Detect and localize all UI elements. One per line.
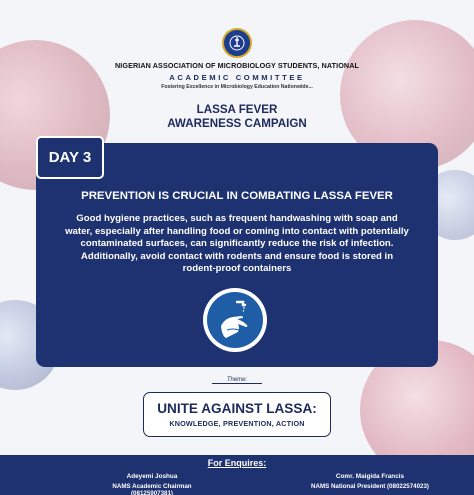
contact-name: Adeyemi Joshua: [126, 473, 178, 480]
contact-chairman: [92, 473, 212, 495]
theme-box: [143, 392, 331, 437]
theme-title: UNITE AGAINST LASSA:: [157, 401, 317, 416]
contact-role: NAMS National President (08022574023): [311, 483, 429, 490]
tagline: Fostering Excellence in Microbiology Education Nationwide...: [161, 84, 313, 90]
theme-subtitle: KNOWLEDGE, PREVENTION, ACTION: [169, 419, 305, 428]
handwashing-icon: [203, 288, 267, 352]
header: [0, 28, 474, 90]
panel-body: Good hygiene practices, such as frequent handwashing with soap and water, especially after handling food or coming into contact with potentially contaminated surfaces, can significantly reduce the risk of infection. Additionally, avoid contact with rodents and ensure food is stored in rodent-proof containers: [65, 213, 409, 275]
contact-name: Comr. Maigida Francis: [335, 473, 405, 480]
contact-role: NAMS Academic Chairman (08125907381): [112, 483, 192, 495]
theme-label: Theme:: [212, 377, 262, 384]
footer: [0, 455, 474, 495]
association-logo-icon: [222, 28, 252, 58]
contact-president: [300, 473, 440, 490]
day-badge: DAY 3: [36, 136, 104, 179]
campaign-title-line2: AWARENESS CAMPAIGN: [167, 117, 307, 130]
enquiries-label: For Enquires:: [207, 458, 267, 468]
committee-name: ACADEMIC COMMITTEE: [169, 73, 305, 82]
organization-name: NIGERIAN ASSOCIATION OF MICROBIOLOGY STUDENTS, NATIONAL: [114, 61, 360, 70]
panel-headline: PREVENTION IS CRUCIAL IN COMBATING LASSA FEVER: [81, 190, 393, 202]
campaign-title-line1: LASSA FEVER: [196, 103, 278, 116]
campaign-title: [0, 103, 474, 131]
